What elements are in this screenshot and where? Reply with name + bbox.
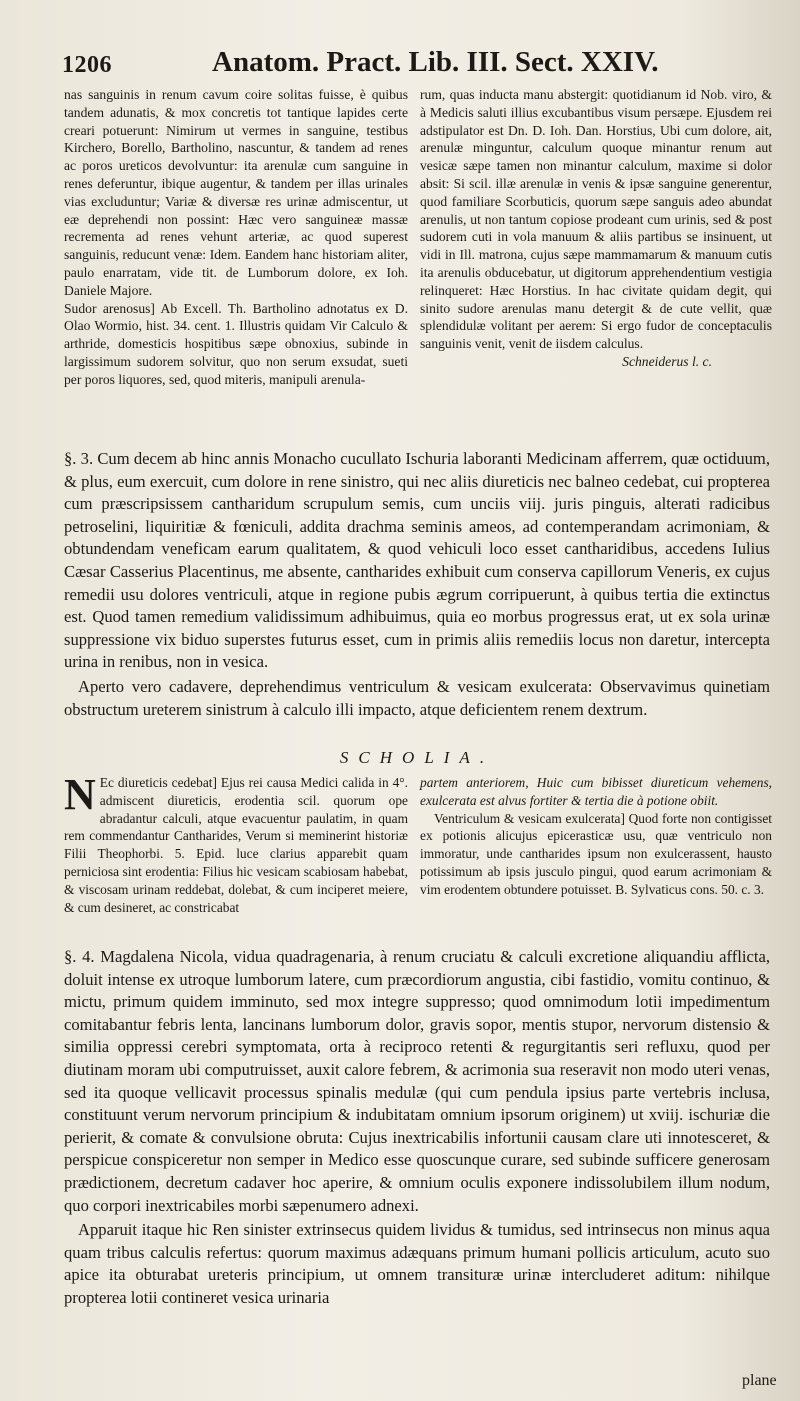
section-3-paragraph: §. 3. Cum decem ab hinc annis Monacho cucullato Ischuria laboranti Medicinam afferrem, quæ octiduum, & plus, eum exercuit, cum dolore in rene sinistro, qui nec aliis diureticis nec balneo cedebat, cui propterea cum præscripsissem cantharidum scrupulum semis, cum unciis viij. juris pinguis, alterati radicibus petroselini, liquiritiæ & fœniculi, addita drachma seminis ameos, ad contemperandam acrimoniam, & obtundendam veneficam earum qualitatem, & quod vehiculi loco esset cantharidibus, accedens Iulius Cæsar Casserius Placentinus, me absente, cantharides exhibuit cum conserva capillorum Veneris, ex cujus remedii usu dolores ventriculi, atque in regione pubis ægrum corripuerunt, à quibus tertia die extinctus est. Quod tamen remedium validissimum adhibuimus, quia eo morbus progressus erat, ut ex sola urinæ suppressione vix biduo superstes futurus esset, cum in primis aliis remediis locus non daretur, intercepta urina in renibus, non in vesica. <box>64 449 770 672</box>
running-title: Anatom. Pract. Lib. III. Sect. XXIV. <box>212 46 659 78</box>
left-column-paragraph: nas sanguinis in renum cavum coire solitas fuisse, è quibus tandem adunatis, & mox concretis tot tantique lapides certe creari potuerunt: Nimirum ut vermes in sanguine, testibus Kirchero, Borello, Bartholino, nascuntur, & tandem ad renes ac poros ureticos devolvuntur: ita arenulæ cum sanguine in renes deferuntur, ibique augentur, & tandem per illas urinales vias excluduntur; Variæ & diversæ res urinæ admiscentur, ut eæ deprehendi non possint: Hæc vero sanguineæ massæ recrementa ad renes vehunt arteriæ, ac quod superest sanguinis, reducunt venæ: Idem. Eandem hanc historiam aliter, paulo enarratam, vide tit. de Lumborum dolore, ex Ioh. Daniele Majore. <box>64 87 408 298</box>
scholia-right-paragraph: partem anteriorem, Huic cum bibisset diureticum vehemens, exulcerata est alvus fortiter & tertia die à potione obiit. <box>420 775 772 808</box>
page-number: 1206 <box>62 52 112 78</box>
section-4-paragraph: §. 4. Magdalena Nicola, vidua quadragenaria, à renum cruciatu & calculi excretione aliquandiu afflicta, doluit intense ex utroque lumborum latere, cum præcordiorum angustia, cibi fastidio, vomitu continuo, & mictu, primum quidem imminuto, sed mox integre suppresso; quod omnimodum lotii impedimentum comitabantur febris lenta, lancinans lumborum dolor, gravis sopor, mentis stupor, nervorum distensio & similia oppressi cerebri symptomata, orta à reciproco retenti & regurgitantis seri refluxu, quod per diutinam moram ubi computruisset, auxit calore febrem, & acrimonia sua reseravit non modo uteri venas, sed ita quoque vellicavit processus spinalis medulæ (qui cum pendula ipsius parte vertebris inclusa, constituunt verum nervorum principium & indubitatam omnium ipsorum originem) ut xviij. ischuriæ die perierit, & comate & convulsione obruta: Cujus inextricabilis infortunii causam clare uti innotesceret, & perspicue conspiceretur non semper in Medico esse quoscunque curare, sed subinde sufficere generosam prædictionem, decretum cadaver hoc aperire, & omnium oculis exponere indissolubilem illum nodum, quo corpori inextricabiles morbi sæpenumero adnexi. <box>64 947 770 1215</box>
scholia-left-text: Ec diureticis cedebat] Ejus rei causa Medici calida in 4°. admiscent diureticis, erodentia scil. quorum ope abradantur calculi, atque evacuentur paulatim, in quam rem commendantur Cantharides, Verum si meminerint historiæ Filii Theophorbi. 5. Epid. luce clarius apparebit quam perniciosa sint erodentia: Filius hic vesicam scabiosam habebat, & viscosam urinam reddebat, dolebat, & cum inciperet meiere, & cum desineret, ac constricabat <box>64 775 408 915</box>
section-3 <box>64 448 770 721</box>
right-column-paragraph: rum, quas inducta manu abstergit: quotidianum id Nob. viro, & à Medicis saluti illius excubantibus visum persæpe. Ejusdem rei adstipulator est Dn. D. Ioh. Dan. Horstius, Ubi cum dolore, ait, arenulæ minguntur, calculum quoque minantur renum aut vesicæ sæpe tamen non minantur calculum, maxime si dolor absit: Si scil. illæ arenulæ in venis & ipsæ sanguine generentur, quod familiare Scorbuticis, quorum sæpe sanguis adeo abundat arenulis, ut non tantum copiose prodeant cum urinis, sed & post sudorem cuti in vola manuum & aliis partibus se insinuent, ut vidi in Ill. matrona, cujus sæpe mammamarum & manuum cutis ita arenulis obducebatur, ut digitorum apprehendentium vestigia relinqueret: Hæc Horstius. In hac civitate quidam degit, qui sinito sudore arenulas manu detergit & de cute vellit, quæ splendidulæ volitant per aerem: Si ergo fudor de conceptaculis sanguinis venit, venit de iisdem calculus. <box>420 87 772 352</box>
section-3-paragraph-2: Aperto vero cadavere, deprehendimus ventriculum & vesicam exulcerata: Observavimus quinetiam obstructum ureterem sinistrum à calculo illi impacto, atque deficientem renem dextrum. <box>64 676 770 719</box>
catchword: plane <box>742 1372 777 1389</box>
scholia-right-paragraph-2: Ventriculum & vesicam exulcerata] Quod forte non contigisset ex potionis alicujus epicerasticæ usu, quæ ventriculo non immoratur, unde cantharides ipsum non exulcerassent, hausto potissimum ab ipsis jusculo pingui, quod earum acrimoniam & vim erodentem obtundere potuisset. B. Sylvaticus cons. 50. c. 3. <box>420 810 772 897</box>
scholia-heading: SCHOLIA. <box>339 748 495 767</box>
section-4 <box>64 946 770 1310</box>
scholia-left-column <box>64 770 408 916</box>
left-column <box>64 86 408 389</box>
scholia-columns <box>64 770 772 946</box>
upper-two-columns <box>64 86 770 440</box>
right-column <box>420 86 772 371</box>
drop-capital: N <box>64 770 96 819</box>
page-header <box>62 44 772 84</box>
left-column-paragraph-sudor: Sudor arenosus] Ab Excell. Th. Bartholino adnotatus ex D. Olao Wormio, hist. 34. cent. 1. Illustris quidam Vir Calculo & arthride, domesticis hospitibus sæpe obnoxius, subinde in largissimum sudorem solvitur, quo non serum exsudat, sueti per poros liquores, sed, quod miteris, manipuli arenula- <box>64 300 408 387</box>
section-4-paragraph-2: Apparuit itaque hic Ren sinister extrinsecus quidem lividus & tumidus, sed intrinsecus non minus aqua quam tribus calculis refertus: quorum maximus adæquans primum humani pollicis articulum, acuto suo apice ita obturabat ureteris principium, ut omnem transituræ urinæ intercluderet aditum: nihilque propterea lotii contineret vesica urinaria <box>64 1220 770 1307</box>
citation-signature: Schneiderus l. c. <box>622 353 712 369</box>
scholia-right-column <box>420 774 772 899</box>
